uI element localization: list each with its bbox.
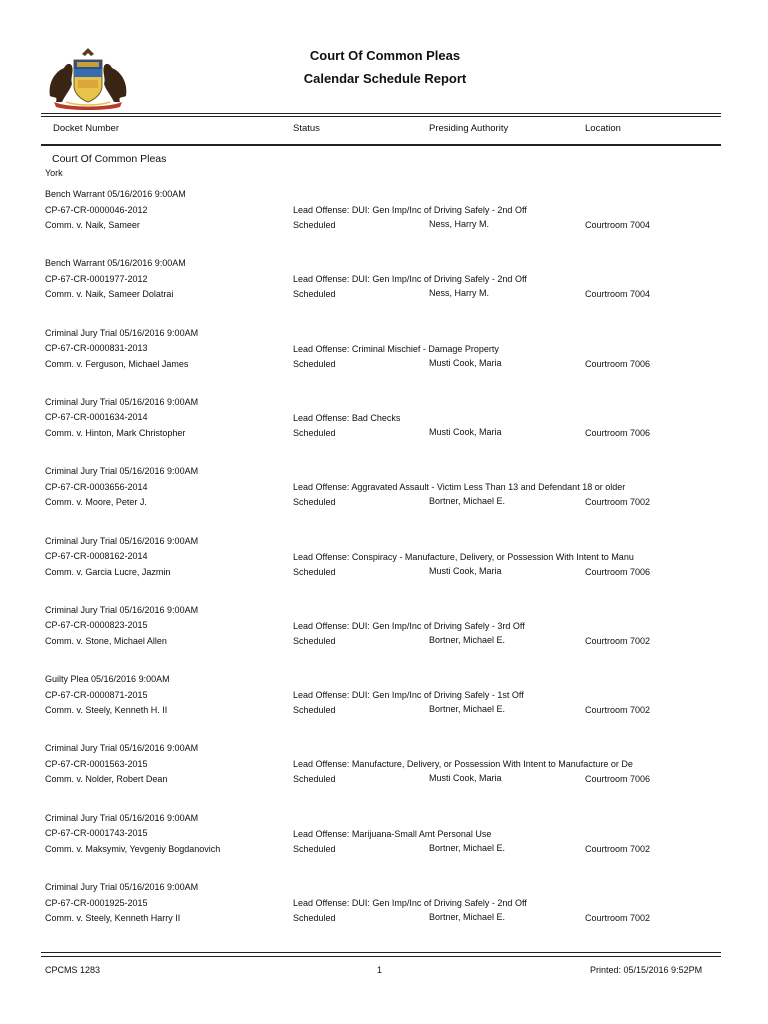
county-name: York xyxy=(45,168,63,178)
entry-lead-offense: Lead Offense: DUI: Gen Imp/Inc of Driving Safely - 2nd Off xyxy=(293,205,527,215)
header-rule-top-2 xyxy=(41,116,721,117)
entry-presiding-authority: Bortner, Michael E. xyxy=(429,842,506,853)
entry-docket-number: CP-67-CR-0001977-2012 xyxy=(45,273,148,284)
entry-caption: Comm. v. Nolder, Robert Dean xyxy=(45,774,168,785)
entry-caption: Comm. v. Naik, Sameer Dolatrai xyxy=(45,289,174,300)
calendar-entry xyxy=(0,326,768,386)
footer-printed-timestamp: Printed: 05/15/2016 9:52PM xyxy=(590,965,703,975)
entry-lead-offense: Lead Offense: Criminal Mischief - Damage Property xyxy=(293,343,499,354)
column-header-location: Location xyxy=(585,123,621,134)
entry-lead-offense: Lead Offense: DUI: Gen Imp/Inc of Driving Safely - 2nd Off xyxy=(293,274,527,285)
entry-docket-number: CP-67-CR-0001634-2014 xyxy=(45,412,148,423)
entry-status: Scheduled xyxy=(293,566,336,577)
calendar-entry xyxy=(0,603,768,663)
entry-docket-number: CP-67-CR-0001743-2015 xyxy=(45,828,148,839)
entry-event: Criminal Jury Trial 05/16/2016 9:00AM xyxy=(45,396,199,407)
footer-page-number: 1 xyxy=(377,965,383,975)
entry-event: Criminal Jury Trial 05/16/2016 9:00AM xyxy=(45,882,199,892)
entry-lead-offense: Lead Offense: Aggravated Assault - Victim Less Than 13 and Defendant 18 or older xyxy=(293,482,626,493)
entry-status: Scheduled xyxy=(293,289,336,300)
entry-caption: Comm. v. Naik, Sameer xyxy=(45,220,140,230)
entry-caption: Comm. v. Ferguson, Michael James xyxy=(45,358,189,369)
entry-docket-number: CP-67-CR-0008162-2014 xyxy=(45,551,148,561)
header-rule-bottom xyxy=(41,144,721,146)
entry-location: Courtroom 7002 xyxy=(585,705,651,716)
entry-caption: Comm. v. Steely, Kenneth H. II xyxy=(45,705,168,716)
entry-lead-offense: Lead Offense: Marijuana-Small Amt Personal Use xyxy=(293,828,492,839)
entry-location: Courtroom 7002 xyxy=(585,913,651,923)
entry-caption: Comm. v. Steely, Kenneth Harry II xyxy=(45,913,181,923)
entry-event: Criminal Jury Trial 05/16/2016 9:00AM xyxy=(45,466,199,477)
calendar-entry xyxy=(0,256,768,316)
entry-event: Criminal Jury Trial 05/16/2016 9:00AM xyxy=(45,327,199,338)
entry-lead-offense: Lead Offense: DUI: Gen Imp/Inc of Driving Safely - 3rd Off xyxy=(293,620,525,631)
entry-presiding-authority: Ness, Harry M. xyxy=(429,288,490,299)
entry-docket-number: CP-67-CR-0000823-2015 xyxy=(45,620,148,631)
calendar-entry xyxy=(0,811,768,871)
entry-location: Courtroom 7006 xyxy=(585,358,651,369)
calendar-entry xyxy=(0,672,768,732)
entry-docket-number: CP-67-CR-0003656-2014 xyxy=(45,481,148,492)
entry-location: Courtroom 7006 xyxy=(585,774,651,785)
entry-event: Bench Warrant 05/16/2016 9:00AM xyxy=(45,258,186,269)
footer-form-id: CPCMS 1283 xyxy=(45,965,101,975)
entry-lead-offense: Lead Offense: Bad Checks xyxy=(293,412,401,423)
entry-docket-number: CP-67-CR-0000046-2012 xyxy=(45,204,148,215)
footer-rule-bottom xyxy=(41,956,721,957)
court-name: Court Of Common Pleas xyxy=(52,153,167,165)
entry-presiding-authority: Musti Cook, Maria xyxy=(429,426,502,437)
entry-status: Scheduled xyxy=(293,427,336,438)
entry-location: Courtroom 7002 xyxy=(585,635,651,646)
entry-presiding-authority: Musti Cook, Maria xyxy=(429,773,502,784)
header-rule-top xyxy=(41,113,721,114)
entry-event: Criminal Jury Trial 05/16/2016 9:00AM xyxy=(45,604,199,615)
pennsylvania-seal-icon xyxy=(44,44,132,110)
entry-presiding-authority: Bortner, Michael E. xyxy=(429,704,506,715)
entry-status: Scheduled xyxy=(293,843,336,854)
column-header-status: Status xyxy=(293,123,320,134)
entry-status: Scheduled xyxy=(293,705,336,716)
entry-event: Criminal Jury Trial 05/16/2016 9:00AM xyxy=(45,743,199,754)
entry-caption: Comm. v. Moore, Peter J. xyxy=(45,497,147,508)
entry-location: Courtroom 7004 xyxy=(585,289,651,300)
calendar-entry xyxy=(0,395,768,455)
report-court-title: Court Of Common Pleas xyxy=(309,48,461,63)
entry-docket-number: CP-67-CR-0000831-2013 xyxy=(45,343,148,354)
entry-caption: Comm. v. Stone, Michael Allen xyxy=(45,635,167,646)
calendar-entry xyxy=(0,534,768,594)
entry-lead-offense: Lead Offense: DUI: Gen Imp/Inc of Driving Safely - 2nd Off xyxy=(293,898,527,908)
entry-location: Courtroom 7002 xyxy=(585,497,651,508)
entry-presiding-authority: Bortner, Michael E. xyxy=(429,912,506,922)
calendar-entry xyxy=(0,187,768,247)
entry-docket-number: CP-67-CR-0001925-2015 xyxy=(45,897,148,908)
entry-location: Courtroom 7002 xyxy=(585,843,651,854)
entry-status: Scheduled xyxy=(293,497,336,508)
entry-caption: Comm. v. Garcia Lucre, Jazmin xyxy=(45,566,171,577)
entry-lead-offense: Lead Offense: DUI: Gen Imp/Inc of Driving Safely - 1st Off xyxy=(293,690,524,701)
column-header-authority: Presiding Authority xyxy=(429,123,509,134)
entry-docket-number: CP-67-CR-0001563-2015 xyxy=(45,758,148,769)
column-header-docket: Docket Number xyxy=(53,123,119,134)
entry-event: Guilty Plea 05/16/2016 9:00AM xyxy=(45,674,170,685)
calendar-entry xyxy=(0,880,768,940)
entry-presiding-authority: Ness, Harry M. xyxy=(429,219,490,229)
footer-rule-top xyxy=(41,952,721,953)
entry-lead-offense: Lead Offense: Manufacture, Delivery, or Possession With Intent to Manufacture or De xyxy=(293,759,633,770)
entry-presiding-authority: Bortner, Michael E. xyxy=(429,496,506,507)
entry-status: Scheduled xyxy=(293,774,336,785)
calendar-entry xyxy=(0,464,768,524)
calendar-entry xyxy=(0,741,768,801)
entry-presiding-authority: Musti Cook, Maria xyxy=(429,357,502,368)
entry-presiding-authority: Bortner, Michael E. xyxy=(429,634,506,645)
entry-presiding-authority: Musti Cook, Maria xyxy=(429,565,502,576)
entry-event: Criminal Jury Trial 05/16/2016 9:00AM xyxy=(45,535,199,546)
entry-location: Courtroom 7006 xyxy=(585,566,651,577)
entry-status: Scheduled xyxy=(293,358,336,369)
report-title: Calendar Schedule Report xyxy=(303,71,467,86)
entry-event: Criminal Jury Trial 05/16/2016 9:00AM xyxy=(45,812,199,823)
entry-lead-offense: Lead Offense: Conspiracy - Manufacture, Delivery, or Possession With Intent to Manu xyxy=(293,551,634,562)
entry-status: Scheduled xyxy=(293,220,336,230)
entry-status: Scheduled xyxy=(293,635,336,646)
entry-location: Courtroom 7006 xyxy=(585,427,651,438)
entry-caption: Comm. v. Hinton, Mark Christopher xyxy=(45,427,186,438)
entry-docket-number: CP-67-CR-0000871-2015 xyxy=(45,689,148,700)
entry-location: Courtroom 7004 xyxy=(585,220,651,230)
entry-status: Scheduled xyxy=(293,913,336,923)
entry-event: Bench Warrant 05/16/2016 9:00AM xyxy=(45,189,186,199)
entry-caption: Comm. v. Maksymiv, Yevgeniy Bogdanovich xyxy=(45,843,221,854)
